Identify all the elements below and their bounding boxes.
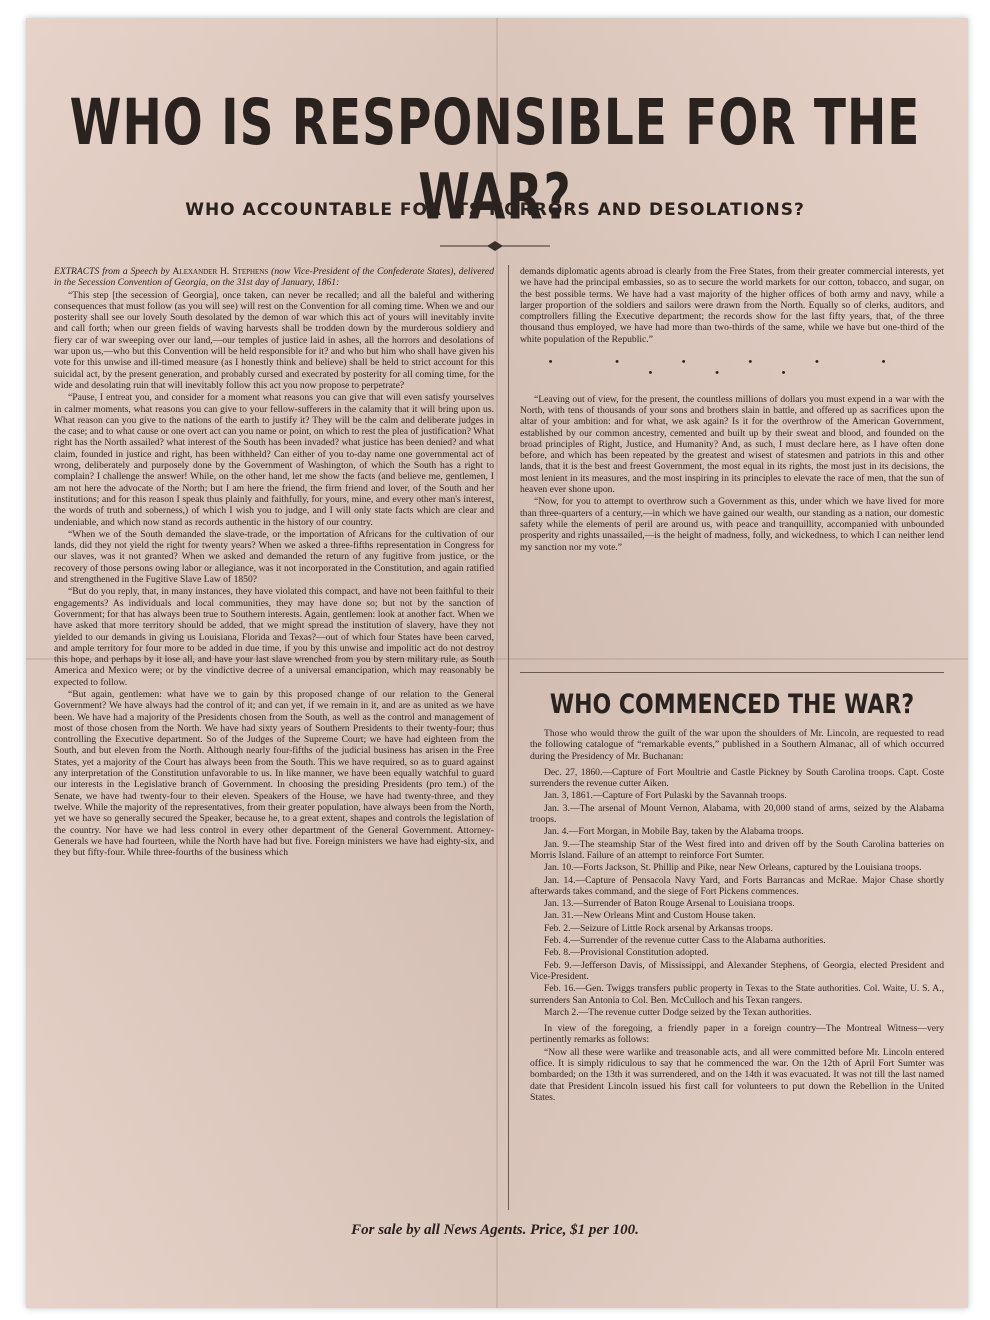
event-item: Jan. 3, 1861.—Capture of Fort Pulaski by the Savannah troops. [544, 790, 787, 802]
event-item: Jan. 10.—Forts Jackson, St. Phillip and Pike, near New Orleans, captured by the Louisiana troops. [544, 862, 922, 874]
speech-paragraph: “Leaving out of view, for the present, the countless millions of dollars you must expend in a war with the North, with tens of thousands of your sons and brothers slain in battle, and offered up as sacrifices upon the altar of your ambition: and for what, we ask again? Is it for the overthrow of the American Government, established by our common ancestry, cemented and built up by their sweat and blood, and founded on the broad principles of Right, Justice, and Humanity? And, as such, I must declare here, as I have often done before, and which has been repeated by the greatest and wisest of statesmen and patriots in this and other lands, that it is the best and freest Government, the most equal in its rights, the most just in its decisions, the most lenient in its measures, and the most inspiring in its principles to elevate the race of men, that the sun of heaven ever shone upon. [520, 393, 944, 496]
closing-paragraph: In view of the foregoing, a friendly paper in a foreign country—The Montreal Witness—very pertinently remarks as follows: [530, 1023, 944, 1046]
event-item: Jan. 13.—Surrender of Baton Rouge Arsenal to Louisiana troops. [544, 898, 795, 910]
event-item: March 2.—The revenue cutter Dodge seized by the Texan authorities. [544, 1006, 812, 1018]
right-column-top [520, 266, 944, 674]
event-item: Feb. 4.—Surrender of the revenue cutter Cass to the Alabama authorities. [544, 935, 826, 947]
section-intro: Those who would throw the guilt of the war upon the shoulders of Mr. Lincoln, are requested to read the following catalogue of “remarkable events,” published in a Southern Almanac, all of which occurred during the Presidency of Mr. Buchanan: [530, 728, 944, 762]
ellipsis-dots: • • • • • • • • • [548, 356, 916, 380]
event-item: Jan. 9.—The steamship Star of the West fired into and driven off by the South Carolina batteries on Morris Island. Failure of an attempt to reinforce Fort Sumter. [530, 838, 944, 861]
page-subtitle: WHO ACCOUNTABLE FOR ITS HORRORS AND DESOLATIONS? [185, 200, 805, 220]
speech-paragraph: “Now, for you to attempt to overthrow such a Government as this, under which we have lived for more than three-quarters of a century,—in which we have gained our wealth, our standing as a nation, our domestic safety while the elements of peril are around us, with peace and tranquillity, accompanied with unbounded prosperity and rights unassailed,—is the height of madness, folly, and wickedness, to which I can neither lend my sanction nor my vote.” [520, 496, 944, 553]
speech-paragraph: “But do you reply, that, in many instances, they have violated this compact, and have not been faithful to their engagements? As individuals and local communities, they may have done so; but not by the sanction of Government; for that has always been true to Southern interests. Again, gentlemen: look at another fact. When we have asked that more territory should be added, that we might spread the institution of slavery, have they not yielded to our demands in giving us Louisiana, Florida and Texas?—out of which four States have been carved, and ample territory for four more to be added in due time, if you by this unwise and impolitic act do not destroy this hope, and perhaps by it lose all, and have your last slave wrenched from you by stern military rule, as South America and Mexico were; or by the vindictive decree of a universal emancipation, which may reasonably be expected to follow. [54, 586, 494, 688]
speech-paragraph: “Pause, I entreat you, and consider for a moment what reasons you can give that will even satisfy yourselves in calmer moments, what reasons you can give to your fellow-sufferers in the calamity that it will bring upon us. What reason can you give to the nations of the earth to justify it? They will be the calm and deliberate judges in the case; and to what cause or one overt act can you name or point, on which to rest the plea of justification? What right has the North assailed? what interest of the South has been invaded? what justice has been denied? and what claim, founded in justice and right, has been withheld? Can either of you to-day name one governmental act of wrong, deliberately and purposely done by the Government of Washington, of which the South has a right to complain? I challenge the answer! While, on the other hand, let me show the facts (and believe me, gentlemen, I am not here the advocate of the North; but I am here the friend, the firm friend and lover, of the South and her institutions; and for this reason I speak thus plainly and faithfully, for yours, mine, and every other man's interest, the words of truth and soberness,) of which I wish you to judge, and I will only state facts which are clear and undeniable, and which now stand as records authentic in the history of our country. [54, 392, 494, 528]
ornament-divider [440, 240, 550, 252]
speaker-name: Alexander H. Stephens [172, 266, 269, 277]
speech-intro [54, 266, 494, 289]
closing-quote: “Now all these were warlike and treasonable acts, and all were committed before Mr. Lincoln entered office. It is simply ridiculous to say that he commenced the war. On the 12th of April Fort Sumter was bombarded; on the 13th it was surrendered, and on the 14th it was evacuated. It was not till the last named date that President Lincoln issued his first call for volunteers to put down the Rebellion in the United States. [530, 1046, 944, 1103]
intro-detail: (now Vice-President of the Confederate States), delivered in the Secession Convention of Georgia, on the 31st day of January, 1861: [54, 266, 494, 289]
intro-text: from a Speech by [99, 266, 173, 277]
event-item: Dec. 27, 1860.—Capture of Fort Moultrie and Castle Pickney by South Carolina troops. Capt. Coste surrenders the revenue cutter Aiken. [530, 766, 944, 790]
event-item: Feb. 9.—Jefferson Davis, of Mississippi, and Alexander Stephens, of Georgia, elected President and Vice-President. [530, 959, 944, 982]
event-item: Feb. 16.—Gen. Twiggs transfers public property in Texas to the State authorities. Col. Waite, U. S. A., surrenders San Antonia to Col. Ben. McCulloch and his Texan rangers. [530, 983, 944, 1006]
event-item: Jan. 14.—Capture of Pensacola Navy Yard, and Forts Barrancas and McRae. Major Chase shortly afterwards takes command, and the siege of Fort Pickens commences. [530, 874, 944, 897]
right-column-bottom [530, 728, 944, 1200]
sale-notice: For sale by all News Agents. Price, $1 per 100. [351, 1222, 639, 1238]
section-rule [520, 672, 944, 673]
intro-extracts: EXTRACTS [54, 266, 100, 277]
speech-paragraph: “But again, gentlemen: what have we to gain by this proposed change of our relation to the General Government? We have always had the control of it; and can yet, if we remain in it, and are as united as we have been. We have had a majority of the Presidents chosen from the South, as well as the control and management of most of those chosen from the North. We have had sixty years of Southern Presidents to their twenty-four; thus controlling the Executive department. So of the Judges of the Supreme Court; we have had eighteen from the South, and but eleven from the North. Although nearly four-fifths of the judicial business has arisen in the Free States, yet a majority of the Court has always been from the South. This we have required, so as to guard against any interpretation of the Constitution unfavorable to us. In like manner, we have been equally watchful to guard our interests in the Legislative branch of Government. In choosing the presiding Presidents (pro tem.) of the Senate, we have had twenty-four to their eleven. Speakers of the House, we have had twenty-three, and they twelve. While the majority of the representatives, from their greater population, have always been from the North, yet we have so generally secured the Speaker, because he, to a great extent, shapes and controls the legislation of the country. Nor have we had less control in every other department of the General Government. Attorney-Generals we have had fourteen, while the North have had but five. Foreign ministers we have had eighty-six, and they but fifty-four. While three-fourths of the business which [54, 688, 494, 859]
section-heading: WHO COMMENCED THE WAR? [549, 690, 915, 720]
event-item: Feb. 8.—Provisional Constitution adopted. [544, 947, 709, 959]
event-item: Jan. 4.—Fort Morgan, in Mobile Bay, taken by the Alabama troops. [544, 826, 804, 838]
speech-paragraph: “When we of the South demanded the slave-trade, or the importation of Africans for the cultivation of our lands, did they not yield the right for twenty years? When we asked a three-fifths representation in Congress for our slaves, was it not granted? When we asked and demanded the return of any fugitive from justice, or the recovery of those persons owing labor or allegiance, was it not incorporated in the Constitution, and again ratified and strengthened in the Fugitive Slave Law of 1850? [54, 528, 494, 586]
speech-paragraph: “This step [the secession of Georgia], once taken, can never be recalled; and all the baleful and withering consequences that must follow (as you will see) will rest on the Convention for all coming time. When we and our posterity shall see our lovely South desolated by the demon of war which this act of yours will inevitably invite and call forth; when our green fields of waving harvests shall be trodden down by the murderous soldiery and fiery car of war sweeping over our land,—our temples of justice laid in ashes, all the horrors and desolations of war upon us,—who but this Convention will be held responsible for it? and who but him who shall have given his vote for this unwise and ill-timed measure (as I honestly think and believe) shall be held to strict account for this suicidal act, by the present generation, and probably cursed and execrated by posterity for all coming time, for the wide and desolating ruin that will inevitably follow this act you now propose to perpetrate? [54, 289, 494, 391]
event-item: Jan. 31.—New Orleans Mint and Custom House taken. [544, 910, 756, 922]
column-divider [508, 265, 509, 1210]
event-item: Feb. 2.—Seizure of Little Rock arsenal by Arkansas troops. [544, 922, 773, 934]
page-title: WHO IS RESPONSIBLE FOR THE WAR? [69, 86, 921, 235]
event-item: Jan. 3.—The arsenal of Mount Vernon, Alabama, with 20,000 stand of arms, seized by the Alabama troops. [530, 802, 944, 826]
left-column [54, 266, 494, 1201]
speech-paragraph: demands diplomatic agents abroad is clearly from the Free States, from their greater commercial interests, yet we have had the principal embassies, so as to secure the world markets for our cotton, tobacco, and sugar, on the best possible terms. We have had a vast majority of the higher offices of both army and navy, while a larger proportion of the soldiers and sailors were drawn from the North. Equally so of clerks, auditors, and comptrollers filling the Executive department; the records show for the last fifty years, that, of the three thousand thus employed, we have had more than two-thirds of the same, while we have but one-third of the white population of the Republic.” [520, 266, 944, 345]
